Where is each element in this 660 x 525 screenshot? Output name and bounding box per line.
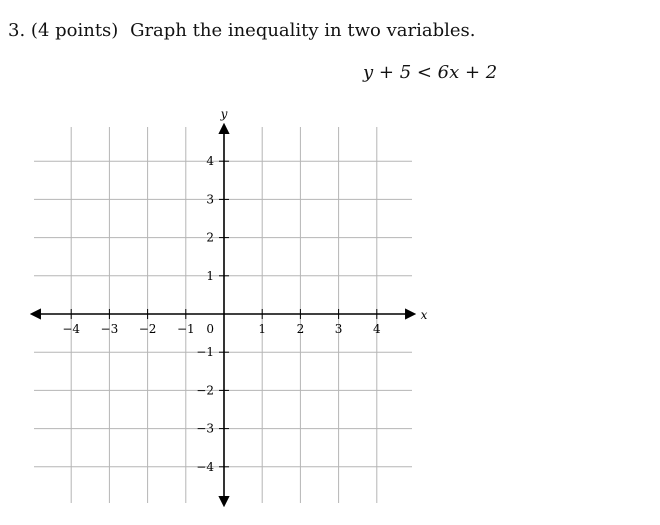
inequality-expression: y + 5 < 6x + 2	[363, 62, 498, 83]
origin-label: 0	[206, 322, 214, 336]
x-axis-label: x	[420, 308, 428, 322]
grid-lines	[34, 127, 412, 503]
x-tick-label: 1	[258, 322, 267, 336]
y-tick-label: 4	[206, 154, 214, 169]
y-tick-label: 1	[206, 268, 214, 283]
y-tick-label: 2	[206, 230, 214, 245]
x-tick-label: −4	[62, 322, 81, 336]
x-tick-label: −1	[176, 322, 195, 336]
y-tick-label: −4	[196, 459, 214, 474]
y-tick-label: −1	[196, 345, 214, 360]
x-tick-label: 2	[296, 322, 305, 336]
y-tick-label: 3	[206, 192, 214, 207]
axes	[32, 125, 414, 505]
y-tick-label: −2	[196, 383, 214, 398]
question-points: (4 points)	[30, 20, 119, 41]
question-number: 3.	[8, 20, 26, 41]
y-tick-label: −3	[196, 421, 214, 436]
x-tick-label: 3	[334, 322, 343, 336]
question-prompt: Graph the inequality in two variables.	[130, 20, 476, 41]
x-tick-label: −3	[100, 322, 119, 336]
x-tick-label: −2	[138, 322, 157, 336]
x-tick-label: 4	[372, 322, 381, 336]
y-axis-label: y	[220, 107, 228, 121]
tick-labels	[62, 107, 427, 474]
